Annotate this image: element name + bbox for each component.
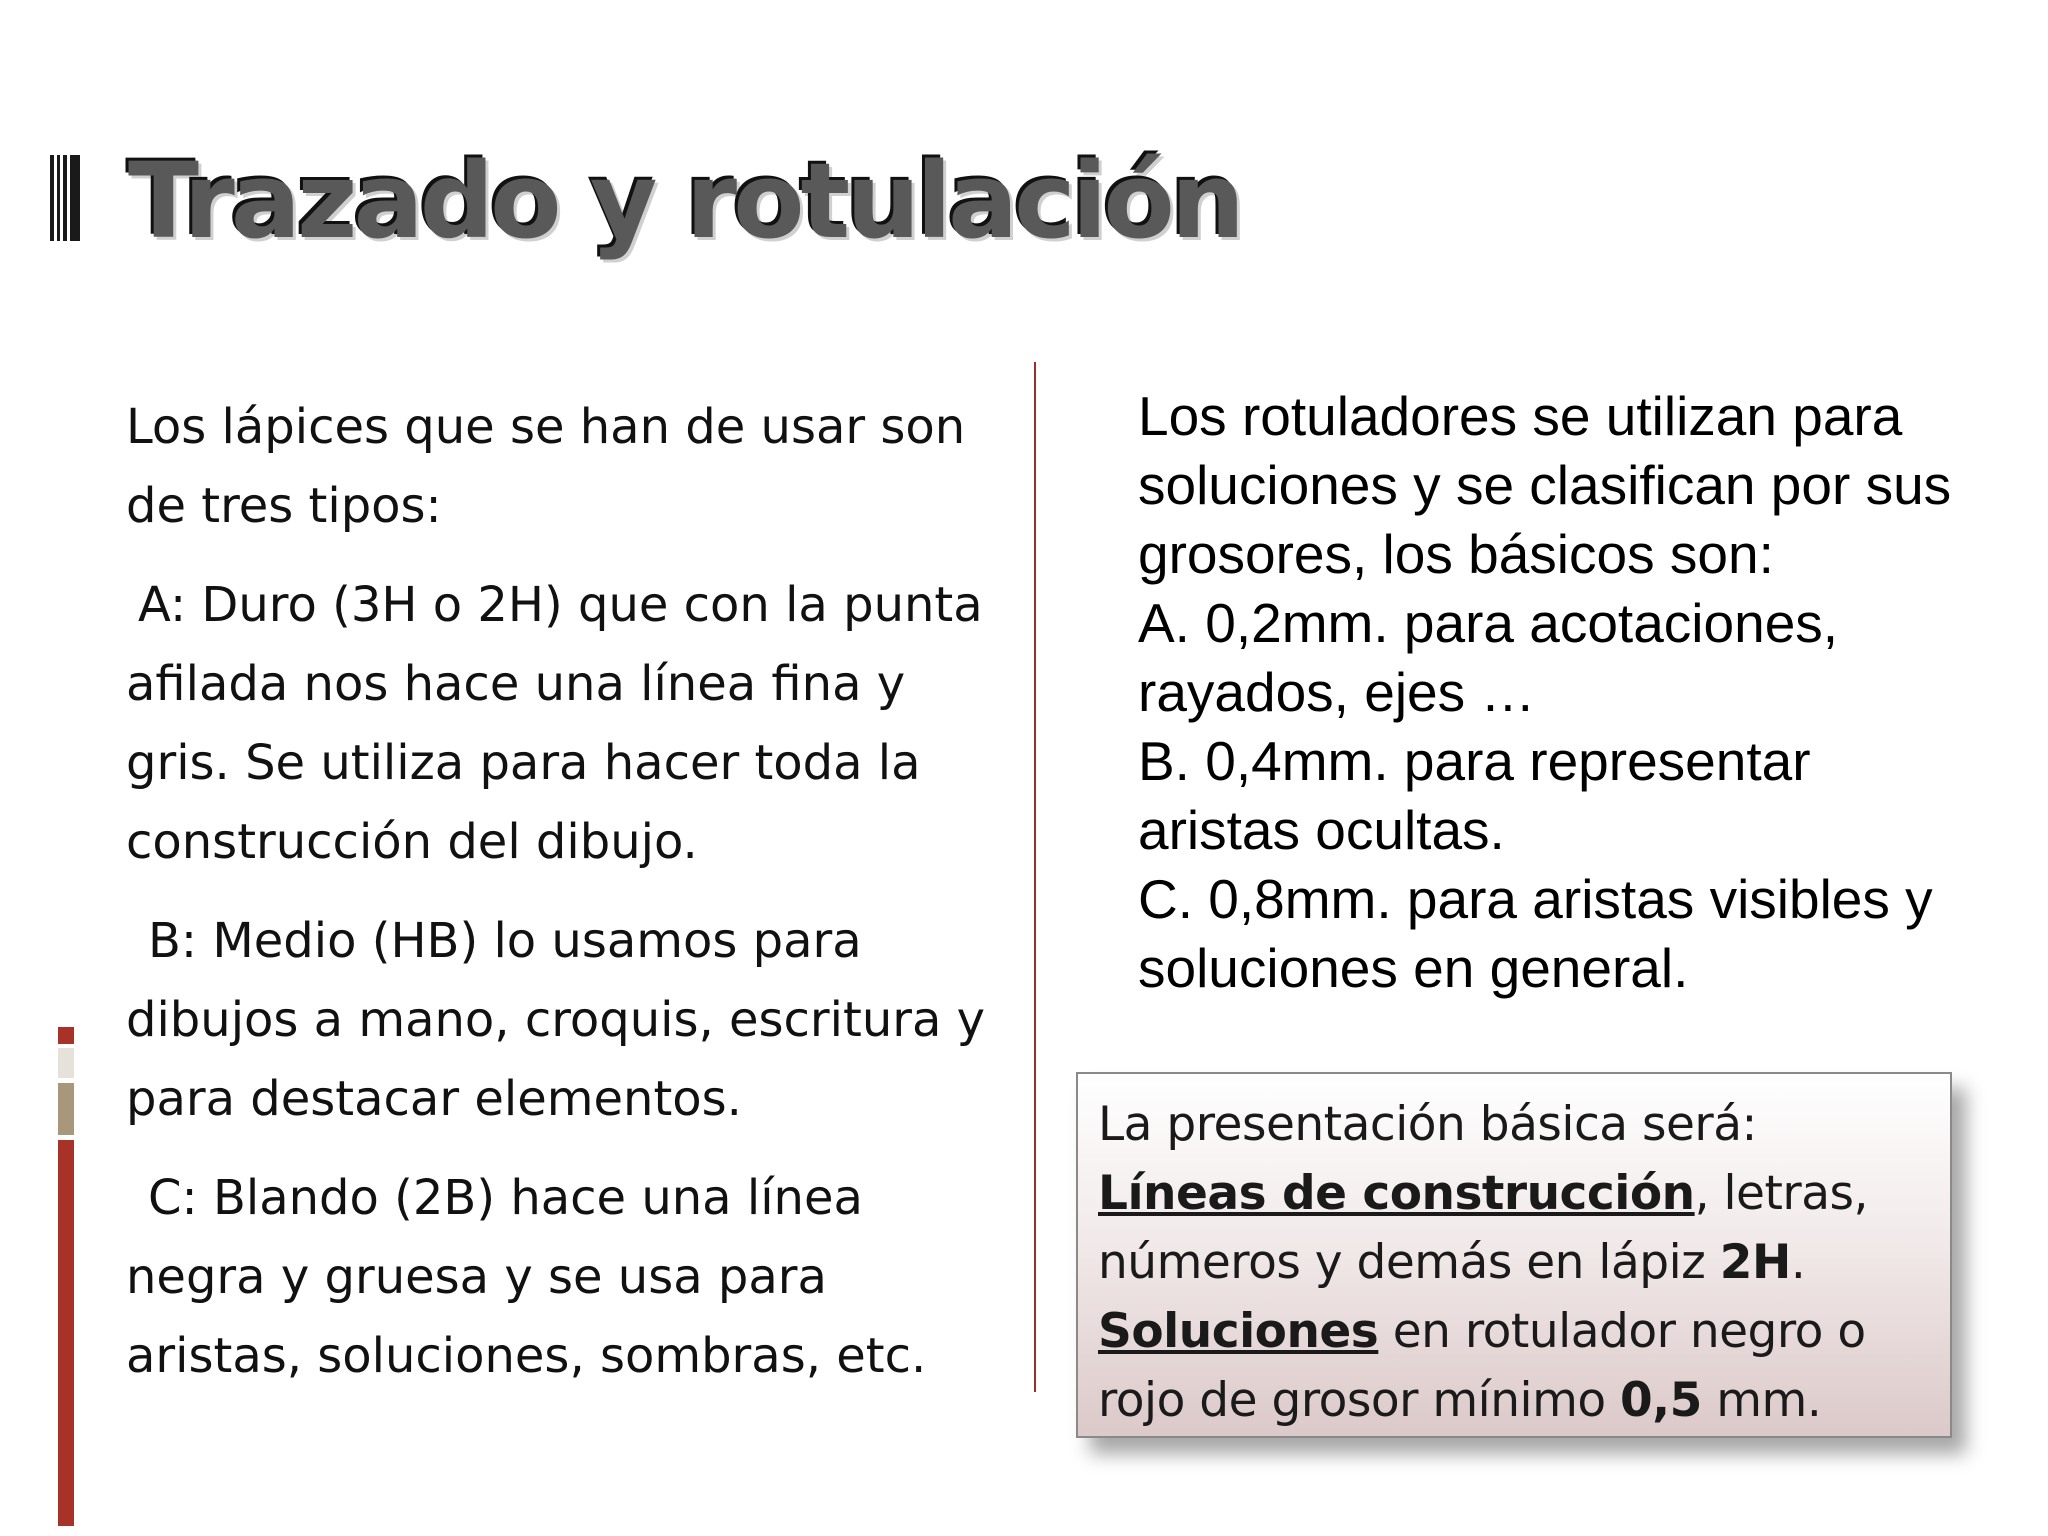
pencil-types-text xyxy=(126,388,1006,1416)
marker-line: rayados, ejes … xyxy=(1138,661,1536,723)
callout-line-2 xyxy=(1098,1159,1938,1228)
marker-line: B. 0,4mm. para representar xyxy=(1138,730,1811,792)
side-bar-segment-long xyxy=(58,1140,74,1526)
callout-text xyxy=(1098,1090,1938,1435)
column-divider xyxy=(1034,362,1036,1392)
marker-types-text xyxy=(1138,382,2018,1003)
marker-line: C. 0,8mm. para aristas visibles y xyxy=(1138,868,1933,930)
side-bar-segment-tan xyxy=(58,1083,74,1135)
marker-line: soluciones y se clasifican por sus xyxy=(1138,454,1952,516)
marker-line: aristas ocultas. xyxy=(1138,799,1505,861)
side-bar-segment-top xyxy=(58,1027,74,1044)
marker-line: Los rotuladores se utilizan para xyxy=(1138,385,1903,447)
callout-line-3-start: números y demás en lápiz xyxy=(1098,1235,1720,1290)
title-bars-decoration xyxy=(50,155,80,241)
solutions-emphasis: Soluciones xyxy=(1098,1304,1379,1359)
min-thickness-emphasis: 0,5 xyxy=(1620,1373,1702,1428)
side-bar-segment-light xyxy=(58,1048,74,1078)
callout-line-5-end: mm. xyxy=(1701,1373,1822,1428)
callout-line-3 xyxy=(1098,1228,1938,1297)
marker-line: grosores, los básicos son: xyxy=(1138,523,1774,585)
callout-line-5 xyxy=(1098,1366,1938,1435)
callout-line-4 xyxy=(1098,1297,1938,1366)
callout-line-1: La presentación básica será: xyxy=(1098,1097,1757,1152)
marker-line: A. 0,2mm. para acotaciones, xyxy=(1138,592,1839,654)
callout-line-4-rest: en rotulador negro o xyxy=(1378,1304,1866,1359)
pencil-intro: Los lápices que se han de usar son de tres tipos: xyxy=(126,399,966,534)
slide-title: Trazado y rotulación xyxy=(128,140,1241,262)
callout-line-3-end: . xyxy=(1790,1235,1806,1290)
pencil-grade-emphasis: 2H xyxy=(1719,1235,1791,1290)
pencil-item-b: B: Medio (HB) lo usamos para dibujos a mano, croquis, escritura y para destacar elementos. xyxy=(126,913,986,1127)
callout-line-5-start: rojo de grosor mínimo xyxy=(1098,1373,1621,1428)
pencil-item-a: A: Duro (3H o 2H) que con la punta afilada nos hace una línea fina y gris. Se utiliza para hacer toda la construcción del dibujo. xyxy=(126,577,983,870)
pencil-item-c: C: Blando (2B) hace una línea negra y gruesa y se usa para aristas, soluciones, sombras, etc. xyxy=(126,1170,927,1384)
callout-line-2-rest: , letras, xyxy=(1694,1166,1868,1221)
construction-lines-emphasis: Líneas de construcción xyxy=(1098,1166,1695,1221)
marker-line: soluciones en general. xyxy=(1138,937,1689,999)
presentation-callout-box xyxy=(1076,1072,1952,1438)
